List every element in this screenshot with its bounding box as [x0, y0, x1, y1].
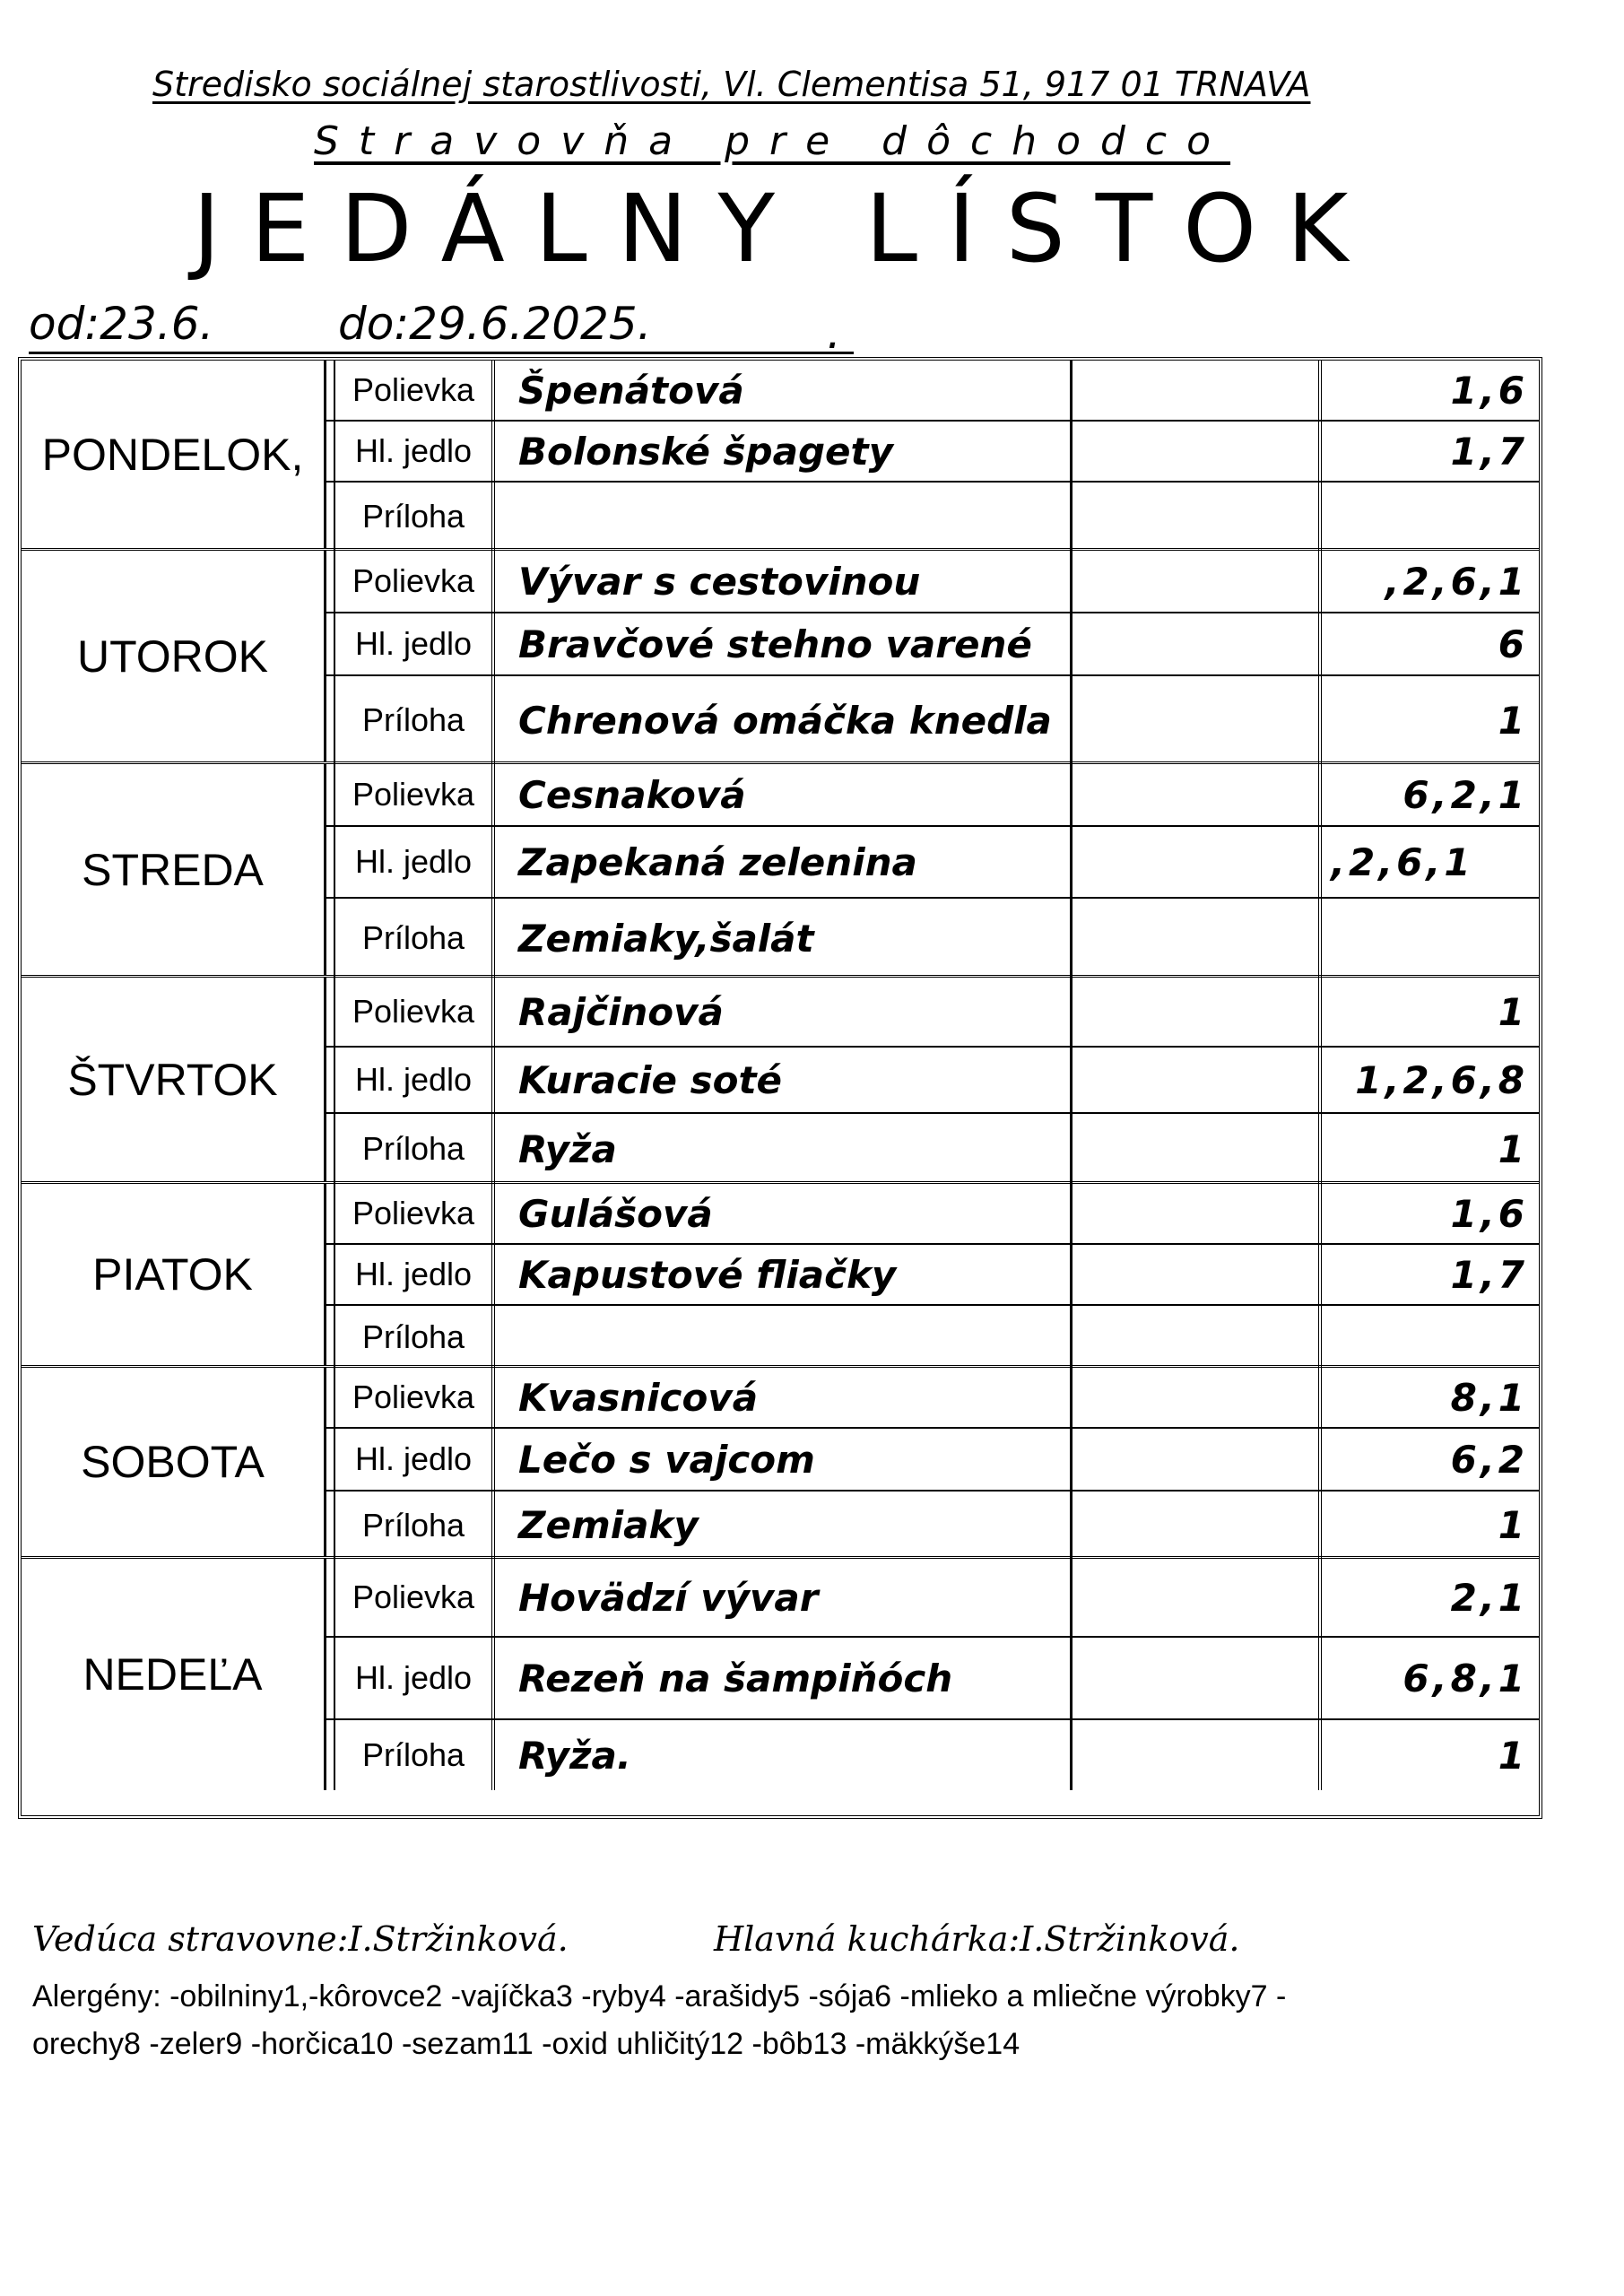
course-label: Hl. jedlo — [334, 827, 495, 897]
page-title: JEDÁLNY LÍSTOK — [193, 174, 1379, 283]
dish-name: Vývar s cestovinou — [508, 551, 1073, 612]
menu-row — [326, 899, 1539, 978]
course-label: Hl. jedlo — [334, 613, 495, 674]
dish-name: Kuracie soté — [508, 1048, 1073, 1112]
menu-row — [326, 613, 1539, 676]
allergen-codes: 1,2,6,8 — [1355, 1057, 1528, 1102]
menu-row — [326, 1368, 1539, 1429]
dish-name: Kvasnicová — [508, 1368, 1073, 1427]
empty-cell — [1073, 827, 1322, 897]
dish-name: Cesnaková — [508, 764, 1073, 825]
empty-cell — [1073, 1048, 1322, 1112]
empty-cell — [1073, 551, 1322, 612]
menu-table — [18, 357, 1542, 1819]
dish-name: Kapustové fliačky — [508, 1245, 1073, 1304]
day-block — [22, 1184, 1539, 1368]
course-label: Príloha — [334, 899, 495, 978]
menu-row — [326, 1306, 1539, 1368]
menu-row — [326, 1184, 1539, 1245]
allergen-codes: 1 — [1498, 1733, 1528, 1778]
course-label: Príloha — [334, 1306, 495, 1368]
course-label: Príloha — [334, 1114, 495, 1184]
allergen-legend — [32, 1973, 1593, 2067]
dish-name: Zemiaky,šalát — [508, 899, 1073, 978]
allergen-codes: 1,7 — [1450, 429, 1528, 474]
day-name: PONDELOK, — [22, 361, 326, 548]
empty-cell — [1073, 978, 1322, 1046]
allergen-codes: 6 — [1498, 622, 1528, 666]
allergen-codes: 1,7 — [1450, 1252, 1528, 1297]
empty-cell — [1073, 899, 1322, 978]
empty-cell — [1073, 361, 1322, 420]
empty-cell — [1073, 1368, 1322, 1427]
course-label: Príloha — [334, 1492, 495, 1559]
dish-name: Hovädzí vývar — [508, 1559, 1073, 1636]
allergen-codes: 1,6 — [1450, 1191, 1528, 1236]
menu-row — [326, 1638, 1539, 1720]
course-label: Hl. jedlo — [334, 1048, 495, 1112]
dish-name: Zemiaky — [508, 1492, 1073, 1559]
dish-name: Bolonské špagety — [508, 422, 1073, 481]
course-label: Príloha — [334, 483, 495, 551]
menu-row — [326, 978, 1539, 1048]
date-dot: . — [827, 307, 841, 359]
day-block — [22, 764, 1539, 978]
allergen-codes: 1,6 — [1450, 368, 1528, 413]
canteen-manager: Vedúca stravovne:I.Stržinková. — [32, 1919, 569, 1959]
menu-row — [326, 1048, 1539, 1114]
empty-cell — [1073, 1429, 1322, 1490]
course-label: Hl. jedlo — [334, 1429, 495, 1490]
course-label: Príloha — [334, 1720, 495, 1790]
course-label: Hl. jedlo — [334, 1245, 495, 1304]
empty-cell — [1073, 1184, 1322, 1243]
empty-cell — [1073, 613, 1322, 674]
dish-name — [508, 483, 1073, 551]
day-block — [22, 1368, 1539, 1559]
allergen-legend-line: orechy8 -zeler9 -horčica10 -sezam11 -oxid uhličitý12 -bôb13 -mäkkýše14 — [32, 2026, 1020, 2061]
allergen-codes: ,2,6,1 — [1331, 839, 1474, 884]
dish-name: Gulášová — [508, 1184, 1073, 1243]
empty-cell — [1073, 1720, 1322, 1790]
menu-row — [326, 422, 1539, 483]
dish-name: Ryža — [508, 1114, 1073, 1184]
allergen-codes: 1 — [1498, 989, 1528, 1034]
course-label: Polievka — [334, 978, 495, 1046]
empty-cell — [1073, 1114, 1322, 1184]
empty-cell — [1073, 676, 1322, 764]
allergen-codes: 1 — [1498, 1126, 1528, 1171]
date-from: od:23.6. — [29, 298, 214, 350]
course-label: Polievka — [334, 1368, 495, 1427]
menu-row — [326, 1245, 1539, 1306]
menu-row — [326, 1492, 1539, 1559]
allergen-legend-line: Alergény: -obilniny1,-kôrovce2 -vajíčka3 -ryby4 -arašidy5 -sója6 -mlieko a mliečne výrobky7 - — [32, 1979, 1287, 2013]
empty-cell — [1073, 1245, 1322, 1304]
course-label: Polievka — [334, 551, 495, 612]
menu-row — [326, 764, 1539, 827]
empty-cell — [1073, 422, 1322, 481]
allergen-codes: 6,8,1 — [1403, 1656, 1528, 1700]
course-label: Hl. jedlo — [334, 1638, 495, 1718]
empty-cell — [1073, 1492, 1322, 1559]
empty-cell — [1073, 1638, 1322, 1718]
menu-row — [326, 827, 1539, 899]
allergen-codes: 6,2 — [1450, 1437, 1528, 1482]
day-block — [22, 361, 1539, 551]
dish-name: Zapekaná zelenina — [508, 827, 1073, 897]
day-name: STREDA — [22, 764, 326, 975]
empty-cell — [1073, 1559, 1322, 1636]
course-label: Polievka — [334, 1184, 495, 1243]
day-block — [22, 978, 1539, 1184]
day-name: SOBOTA — [22, 1368, 326, 1556]
allergen-codes: 8,1 — [1450, 1375, 1528, 1420]
course-label: Polievka — [334, 361, 495, 420]
day-name: ŠTVRTOK — [22, 978, 326, 1181]
day-block — [22, 1559, 1539, 1790]
menu-row — [326, 1720, 1539, 1790]
menu-row — [326, 551, 1539, 613]
course-label: Príloha — [334, 676, 495, 764]
dish-name: Ryža. — [508, 1720, 1073, 1790]
menu-row — [326, 1114, 1539, 1184]
dish-name: Lečo s vajcom — [508, 1429, 1073, 1490]
empty-cell — [1073, 1306, 1322, 1368]
dish-name: Rajčinová — [508, 978, 1073, 1046]
allergen-codes — [1322, 1306, 1539, 1368]
dish-name — [508, 1306, 1073, 1368]
allergen-codes: ,2,6,1 — [1385, 559, 1528, 604]
menu-row — [326, 483, 1539, 551]
course-label: Polievka — [334, 1559, 495, 1636]
date-range — [29, 298, 854, 359]
day-name: PIATOK — [22, 1184, 326, 1365]
day-name: UTOROK — [22, 551, 326, 761]
dish-name: Rezeň na šampiňóch — [508, 1638, 1073, 1718]
allergen-codes: 6,2,1 — [1403, 772, 1528, 817]
institution-header: Stredisko sociálnej starostlivosti, Vl. Clementisa 51, 917 01 TRNAVA — [152, 65, 1311, 104]
day-block — [22, 551, 1539, 764]
allergen-codes: 1 — [1498, 698, 1528, 743]
allergen-codes — [1322, 899, 1539, 978]
dish-name: Chrenová omáčka knedla — [508, 676, 1073, 764]
canteen-subtitle: Stravovňa pre dôchodco — [314, 118, 1231, 164]
allergen-codes — [1322, 483, 1539, 551]
menu-row — [326, 361, 1539, 422]
menu-row — [326, 1429, 1539, 1492]
empty-cell — [1073, 764, 1322, 825]
empty-cell — [1073, 483, 1322, 551]
menu-row — [326, 1559, 1539, 1638]
course-label: Polievka — [334, 764, 495, 825]
dish-name: Špenátová — [508, 361, 1073, 420]
allergen-codes: 1 — [1498, 1503, 1528, 1547]
course-label: Hl. jedlo — [334, 422, 495, 481]
head-chef: Hlavná kuchárka:I.Stržinková. — [714, 1919, 1240, 1959]
date-to: do:29.6.2025. — [338, 298, 652, 350]
menu-row — [326, 676, 1539, 764]
dish-name: Bravčové stehno varené — [508, 613, 1073, 674]
staff-line — [32, 1919, 1377, 1964]
allergen-codes: 2,1 — [1450, 1575, 1528, 1620]
day-name: NEDEĽA — [22, 1559, 326, 1790]
